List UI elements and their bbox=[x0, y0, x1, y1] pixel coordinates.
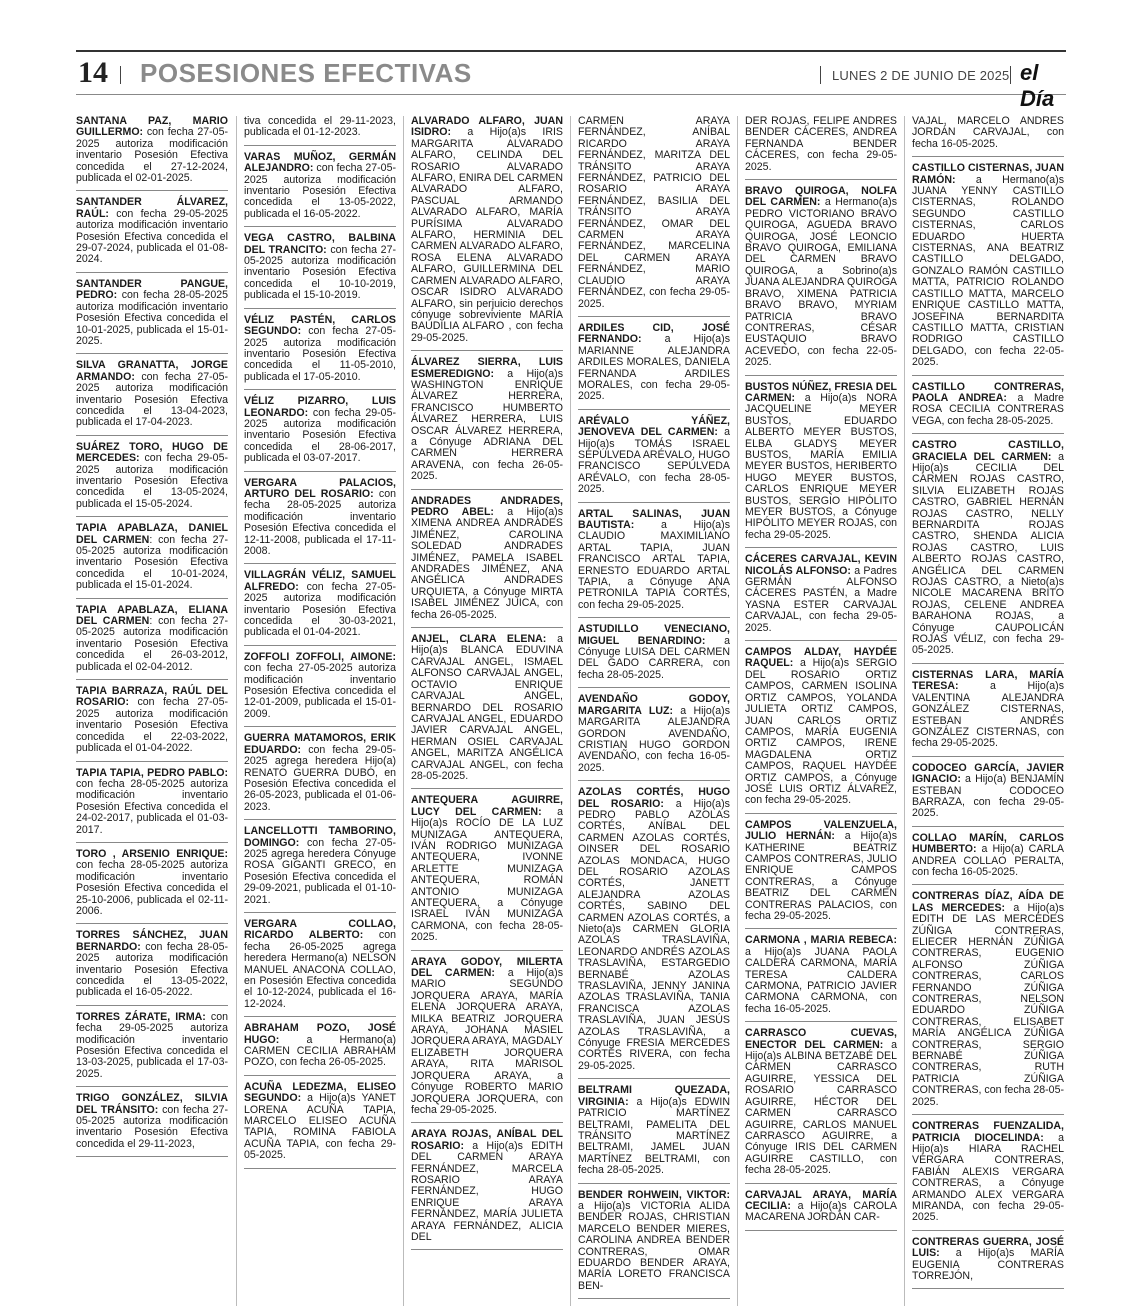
notice-entry bbox=[411, 957, 563, 1124]
notice-text: a Hijo(a)s NORA JACQUELINE MEYER BUSTOS, EDUARDO ALBERTO MEYER BUSTOS, ELBA GLADYS MEYER BUSTOS, MARÍA EMILIA MEYER BUSTOS, HERIBERTO HUGO MEYER BUSTOS, CARLOS ENRIQUE MEYER BUSTOS, SERGIO HIPÓLITO MEYER BUSTOS, a Cónyuge HIPÓLITO MEYER ROJAS, con fecha 29-05-2025. bbox=[745, 391, 897, 541]
notice-entry bbox=[244, 733, 396, 820]
notice-entry bbox=[578, 694, 730, 781]
column-4 bbox=[578, 116, 730, 1306]
notice-entry bbox=[411, 116, 563, 351]
notice-entry bbox=[244, 919, 396, 1017]
notice-entry bbox=[76, 768, 228, 843]
notice-entry bbox=[912, 163, 1064, 375]
notice-entry bbox=[578, 1190, 730, 1300]
decedent-name: CAMPOS VALENZUELA, JULIO HERNÁN: bbox=[745, 818, 897, 843]
notice-text: con fecha 27-05-2025 autoriza modificación inventario Posesión Efectiva concedida el 12-01-2009, publicada el 15-01-2009. bbox=[244, 662, 396, 720]
notice-entry bbox=[745, 382, 897, 549]
notice-entry bbox=[578, 323, 730, 410]
notice-text: a Hijo(a)s EDITH DE LAS MERCEDES ZÚÑIGA CONTRERAS, ELIECER HERNÁN ZÚÑIGA CONTRERAS, EUGENIO ALFONSO ZÚÑIGA CONTRERAS, CARLOS FERNANDO ZÚÑIGA CONTRERAS, NELSON EDUARDO ZÚÑIGA CONTRERAS, ELISABET MARÍA ANGÉLICA ZÚÑIGA CONTRERAS, SERGIO BERNABÉ ZÚÑIGA CONTRERAS, RUTH PATRICIA ZÚÑIGA CONTRERAS, con fecha 28-05-2025. bbox=[912, 901, 1064, 1108]
notice-text: con fecha 27-05-2025 autoriza modificación inventario Posesión Efectiva concedida el 29-11-2023, bbox=[76, 1103, 228, 1150]
notice-entry bbox=[912, 763, 1064, 827]
decedent-name: CASTILLO CISTERNAS, JUAN RAMÓN: bbox=[912, 162, 1064, 186]
decedent-name: ANDRADES ANDRADES, PEDRO ABEL: bbox=[411, 494, 563, 518]
decedent-name: TAPIA APABLAZA, DANIEL DEL CARMEN bbox=[76, 522, 228, 546]
decedent-name: CONTRERAS DÍAZ, AÍDA DE LAS MERCEDES: bbox=[912, 890, 1064, 914]
notice-text: a Madre ROSA CECILIA CONTRERAS VEGA, con fecha 28-05-2025. bbox=[912, 391, 1064, 427]
decedent-name: AZOLAS CORTÉS, HUGO DEL ROSARIO: bbox=[578, 786, 730, 810]
notice-text: con fecha 29-05-2025 agrega heredera Hijo(a) RENATO GUERRA DUBÓ, en Posesión Efectiva concedida el 26-05-2023, publicada el 01-06-2023. bbox=[244, 743, 396, 813]
notice-text: con fecha 28-05-2025 autoriza modificación inventario Posesión Efectiva concedida el 13-05-2022, publicada el 16-05-2022. bbox=[76, 940, 228, 999]
notice-entry bbox=[578, 416, 730, 503]
decedent-name: TAPIA APABLAZA, ELIANA DEL CARMEN bbox=[76, 603, 228, 628]
notice-entry bbox=[578, 116, 730, 317]
decedent-name: ARAYA GODOY, MILERTA DEL CARMEN: bbox=[411, 955, 563, 980]
notice-text: con fecha 27-05-2025 autoriza modificación inventario Posesión Efectiva concedida el 13-04-2023, publicada el 17-04-2023. bbox=[76, 370, 228, 429]
notice-text: a Padres GERMÁN ALFONSO CÁCERES PASTÉN, a Madre YASNA ESTER CARVAJAL CARVAJAL, con fecha 29-05-2025. bbox=[745, 564, 897, 634]
newspaper-logo: el Día bbox=[1020, 60, 1055, 111]
notice-text: con fecha 27-05-2025 autoriza modificación inventario Posesión Efectiva concedida el 30-03-2021, publicada el 01-04-2021. bbox=[244, 580, 396, 639]
notice-entry bbox=[912, 1237, 1064, 1290]
notice-text: a Hijo(a)s CLAUDIO MAXIMILIANO ARTAL TAPIA, JUAN FRANCISCO ARTAL TAPIA, ERNESTO EDUARDO ARTAL TAPIA, a Cónyuge ANA PETRONILA TAPIA CORTÉS, con fecha 29-05-2025. bbox=[578, 519, 730, 611]
notice-text: a Hijo(a)s EDWIN PATRICIO MARTÍNEZ BELTRAMI, PAMELITA DEL TRÁNSITO MARTÍNEZ BELTRAMI, JAMEL JUAN MARTÍNEZ BELTRAMI, con fecha 28-05-2025. bbox=[578, 1095, 730, 1177]
notice-entry bbox=[912, 382, 1064, 435]
decedent-name: CARMONA , MARIA REBECA: bbox=[745, 934, 897, 947]
decedent-name: ASTUDILLO VENECIANO, MIGUEL BENARDINO: bbox=[578, 623, 730, 647]
decedent-name: TORRES SÁNCHEZ, JUAN BERNARDO: bbox=[76, 929, 228, 953]
columns-container bbox=[76, 116, 1066, 1306]
notice-entry bbox=[411, 634, 563, 789]
notice-text: con fecha 29-05-2025 autoriza modificación inventario Posesión Efectiva concedida el 29-07-2024, publicada el 01-08-2024. bbox=[76, 207, 228, 266]
notice-entry bbox=[244, 478, 396, 565]
decedent-name: TAPIA BARRAZA, RAÚL DEL ROSARIO: bbox=[76, 685, 228, 709]
decedent-name: CARVAJAL ARAYA, MARÍA CECILIA: bbox=[745, 1188, 897, 1212]
notice-text: a Hijo(a)s XIMENA ANDREA ANDRADES JIMÉNEZ, CAROLINA SOLEDAD ANDRADES JIMÉNEZ, PAMELA ISABEL ANDRADES JIMÉNEZ, ANA ANGÉLICA ANDRADES URQUIETA, a Cónyuge MIRTA ISABEL JIMÉNEZ JUICA, con fecha 26-05-2025. bbox=[411, 506, 563, 621]
decedent-name: CONTRERAS GUERRA, JOSÉ LUIS: bbox=[912, 1235, 1064, 1260]
notice-text: a Hijo(a) CARLA ANDREA COLLAO PERALTA, con fecha 16-05-2025. bbox=[912, 843, 1064, 878]
notice-text: a Hijo(a)s MARIANNE ALEJANDRA ARDILES MORALES, DANIELA FERNANDA ARDILES MORALES, con fecha 29-05-2025. bbox=[578, 333, 730, 403]
notice-entry bbox=[76, 930, 228, 1005]
decedent-name: SUÁREZ TORO, HUGO DE MERCEDES: bbox=[76, 440, 228, 465]
notice-text: con fecha 28-05-2025 autoriza modificación inventario Posesión Efectiva concedida el 25-10-2006, publicada el 02-11-2006. bbox=[76, 859, 228, 917]
notice-entry bbox=[745, 935, 897, 1022]
notice-text: con fecha 27-05-2025 autoriza modificación inventario Posesión Efectiva concedida el 13-05-2022, publicada el 16-05-2022. bbox=[244, 162, 396, 220]
decedent-name: ACUÑA LEDEZMA, ELISEO SEGUNDO: bbox=[244, 1080, 396, 1105]
section-title: POSESIONES EFECTIVAS bbox=[140, 58, 472, 88]
decedent-name: BRAVO QUIROGA, NOLFA DEL CARMEN: bbox=[745, 185, 897, 209]
header-divider bbox=[1010, 66, 1011, 84]
decedent-name: CARRASCO CUEVAS, ENECTOR DEL CARMEN: bbox=[745, 1027, 897, 1051]
notice-entry bbox=[912, 833, 1064, 886]
notice-entry bbox=[411, 496, 563, 628]
notice-entry bbox=[912, 440, 1064, 664]
notice-entry bbox=[244, 1082, 396, 1169]
notice-entry bbox=[244, 152, 396, 227]
decedent-name: CONTRERAS FUENZALIDA, PATRICIA DIOCELINDA: bbox=[912, 1120, 1064, 1144]
notice-entry bbox=[244, 315, 396, 390]
notice-entry bbox=[912, 891, 1064, 1115]
notice-text: a Hijo(a)s ROCÍO DE LA LUZ MUNIZAGA ANTEQUERA, IVÁN RODRIGO MUNIZAGA ANTEQUERA, IVONNE ARLETTE MUNIZAGA ANTEQUERA, ROMÁN ANTONIO MUNIZAGA ANTEQUERA, a Cónyuge ISRAEL IVÁN MUNIZAGA CARMONA, con fecha 28-05-2025. bbox=[411, 805, 563, 944]
decedent-name: VILLAGRÁN VÉLIZ, SAMUEL ALFREDO: bbox=[244, 569, 396, 593]
decedent-name: SANTANDER PANGUE, PEDRO: bbox=[76, 277, 228, 302]
notice-entry bbox=[912, 670, 1064, 757]
notice-text: con fecha 27-05-2025 agrega heredera Cónyuge ROSA GIGANTI GRECO, en Posesión Efectiva concedida el 29-09-2021, publicada el 01-10-2021. bbox=[244, 836, 396, 906]
notice-text: con fecha 29-05-2025 autoriza modificación inventario Posesión Efectiva concedida el 13-03-2025, publicada el 17-03-2025. bbox=[76, 1010, 228, 1080]
notice-text: a Hermano(a) CARMEN CECILIA ABRAHAM POZO, con fecha 26-05-2025. bbox=[244, 1033, 396, 1069]
page-header bbox=[76, 50, 1066, 111]
decedent-name: ANTEQUERA AGUIRRE, LUCY DEL CARMEN: bbox=[411, 794, 563, 818]
column-rule bbox=[904, 116, 905, 1306]
decedent-name: GUERRA MATAMOROS, ERIK EDUARDO: bbox=[244, 732, 396, 756]
notice-entry bbox=[244, 826, 396, 913]
decedent-name: CODOCEO GARCÍA, JAVIER IGNACIO: bbox=[912, 761, 1064, 786]
decedent-name: SANTANA PAZ, MARIO GUILLERMO: bbox=[76, 116, 228, 139]
decedent-name: COLLAO MARÍN, CARLOS HUMBERTO: bbox=[912, 831, 1064, 856]
decedent-name: CÁCERES CARVAJAL, KEVIN NICOLÁS ALFONSO: bbox=[745, 553, 897, 577]
notice-entry bbox=[411, 357, 563, 489]
column-rule bbox=[570, 116, 571, 1306]
notice-text: a Hijo(a) BENJAMÍN ESTEBAN CODOCEO BARRAZA, con fecha 29-05-2025. bbox=[912, 773, 1064, 820]
notice-entry bbox=[244, 233, 396, 308]
decedent-name: ARTAL SALINAS, JUAN BAUTISTA: bbox=[578, 507, 730, 531]
notice-text: a Hijo(a)s VICTORIA ALIDA BENDER ROJAS, CHRISTIAN MARCELO BENDER MIERES, CAROLINA ANDREA BENDER CONTRERAS, OMAR EDUARDO BENDER ARAYA, MARÍA LORETO FRANCISCA BEN- bbox=[578, 1199, 730, 1292]
column-rule bbox=[236, 116, 237, 1306]
notice-entry bbox=[76, 116, 228, 191]
decedent-name: BENDER ROHWEIN, VIKTOR: bbox=[578, 1188, 730, 1201]
notice-text: : con fecha 27-05-2025 autoriza modificación inventario Posesión Efectiva concedida el 10-01-2024, publicada el 15-01-2024. bbox=[76, 533, 228, 592]
decedent-name: VÉLIZ PASTÉN, CARLOS SEGUNDO: bbox=[244, 313, 396, 338]
decedent-name: VÉLIZ PIZARRO, LUIS LEONARDO: bbox=[244, 395, 396, 419]
notice-entry bbox=[76, 1012, 228, 1087]
notice-entry bbox=[745, 186, 897, 376]
column-2 bbox=[244, 116, 396, 1306]
notice-text: con fecha 27-05-2025 autoriza modificación inventario Posesión Efectiva concedida el 11-05-2010, publicada el 17-05-2010. bbox=[244, 325, 396, 383]
header-divider bbox=[820, 66, 821, 84]
decedent-name: LANCELLOTTI TAMBORINO, DOMINGO: bbox=[244, 825, 396, 849]
notice-entry bbox=[76, 686, 228, 761]
notice-entry bbox=[244, 570, 396, 645]
notice-text: con fecha 29-05-2025 autoriza modificación inventario Posesión Efectiva concedida el 13-05-2024, publicada el 15-05-2024. bbox=[76, 452, 228, 510]
decedent-name: VARAS MUÑOZ, GERMÁN ALEJANDRO: bbox=[244, 150, 396, 175]
notice-text: con fecha 27-05-2025 autoriza modificación inventario Posesión Efectiva concedida el 10-10-2019, publicada el 15-10-2019. bbox=[244, 243, 396, 302]
notice-entry bbox=[912, 1121, 1064, 1231]
notice-text: a Hijo(a)s IRIS MARGARITA ALVARADO ALFARO, CELINDA DEL ROSARIO ALVARADO ALFARO, ENIRA DEL CARMEN ALVARADO ALFARO, PASCUAL ARMANDO ALVARADO ALFARO, MARÍA PURÍSIMA ALVARADO ALFARO, HERMINIA DEL CARMEN ALVARADO ALFARO, ROSA ELENA ALVARADO ALFARO, GUILLERMINA DEL CARMEN ALVARADO ALFARO, OSCAR ISIDRO ALVARADO ALFARO, sin perjuicio derechos cónyuge sobreviviente MARÍA BAUDILIA ALFARO , con fecha 29-05-2025. bbox=[411, 126, 563, 344]
decedent-name: AVENDAÑO GODOY, MARGARITA LUZ: bbox=[578, 693, 730, 717]
notice-text: con fecha 26-05-2025 agrega heredera Hermano(a) NELSON MANUEL ANACONA COLLAO, en Posesión Efectiva concedida el 10-12-2024, publicada el 16-12-2024. bbox=[244, 929, 396, 1010]
notice-text: tiva concedida el 29-11-2023, publicada el 01-12-2023. bbox=[244, 116, 396, 139]
header-divider bbox=[120, 66, 121, 84]
notice-text: a Hijo(a)s BLANCA EDUVINA CARVAJAL ANGEL, ISMAEL ALFONSO CARVAJAL ANGEL, OCTAVIO ENRIQUE CARVAJAL ANGEL, BERNARDO DEL ROSARIO CARVAJAL ANGEL, EDUARDO JAVIER CARVAJAL ANGEL, HERMAN OSIEL CARVAJAL ANGEL, MARITZA ANGÉLICA CARVAJAL ANGEL, con fecha 28-05-2025. bbox=[411, 633, 563, 782]
notice-entry bbox=[578, 624, 730, 688]
notice-text: VAJAL, MARCELO ANDRÉS JORDÁN CARVAJAL, con fecha 16-05-2025. bbox=[912, 116, 1064, 150]
notice-entry bbox=[76, 605, 228, 680]
decedent-name: ARÉVALO YÁÑEZ, JENOVEVA DEL CARMEN: bbox=[578, 414, 730, 439]
column-5 bbox=[745, 116, 897, 1306]
decedent-name: ANJEL, CLARA ELENA: bbox=[411, 633, 547, 646]
notice-text: a Hijo(a)s HIARA RACHEL VERGARA CONTRERAS, FABIÁN ALEXIS VERGARA CONTRERAS, a Cónyuge ARMANDO ALEX VERGARA MIRANDA, con fecha 29-05-2025. bbox=[912, 1131, 1064, 1224]
notice-entry bbox=[76, 442, 228, 517]
notice-entry bbox=[76, 523, 228, 598]
decedent-name: ARAYA ROJAS, ANÍBAL DEL ROSARIO: bbox=[411, 1128, 563, 1152]
column-1 bbox=[76, 116, 228, 1306]
decedent-name: VEGA CASTRO, BALBINA DEL TRANCITO: bbox=[244, 232, 396, 256]
decedent-name: CISTERNAS LARA, MARÍA TERESA: bbox=[912, 668, 1064, 693]
decedent-name: ALVARADO ALFARO, JUAN ISIDRO: bbox=[411, 116, 563, 139]
notice-text: con fecha 27-05-2025 autoriza modificación inventario Posesión Efectiva concedida el 22-03-2022, publicada el 01-04-2022. bbox=[76, 696, 228, 755]
notice-text: a Hijo(a)s ALBINA BETZABÉ DEL CARMEN CARRASCO AGUIRRE, YESSICA DEL ROSARIO CARRASCO AGUIRRE, HÉCTOR DEL CARMEN CARRASCO AGUIRRE, CARLOS MANUEL CARRASCO AGUIRRE, a Cónyuge IRIS DEL CARMEN AGUIRRE CASTILLO, con fecha 28-05-2025. bbox=[745, 1038, 897, 1177]
column-3 bbox=[411, 116, 563, 1306]
notice-entry bbox=[76, 360, 228, 435]
notice-entry bbox=[578, 509, 730, 619]
notice-entry bbox=[578, 1085, 730, 1183]
notice-text: a Hijo(a)s CECILIA DEL CARMEN ROJAS CASTRO, SILVIA ELIZABETH ROJAS CASTRO, GABRIEL HERNÁN ROJAS CASTRO, NELLY BERNARDITA ROJAS CASTRO, SHENDA ALICIA ROJAS CASTRO, LUIS ALBERTO ROJAS CASTRO, ANGÉLICA DEL CARMEN ROJAS CASTRO, a Nieto(a)s NICOLE MACARENA BRITO ROJAS, CELENE ANDREA BARAHONA ROJAS, a Cónyuge CAUPOLICÁN ROJAS VÉLIZ, con fecha 29-05-2025. bbox=[912, 450, 1064, 657]
notice-text: a Hijo(a)s JUANA PAOLA CALDERA CARMONA, MARÍA TERESA CALDERA CARMONA, PATRICIO JAVIER CARMONA CARMONA, con fecha 16-05-2025. bbox=[745, 945, 897, 1015]
notice-text: con fecha 29-05-2025 autoriza modificación inventario Posesión Efectiva concedida el 28-06-2017, publicada el 03-07-2017. bbox=[244, 406, 396, 465]
decedent-name: TRIGO GONZÁLEZ, SILVIA DEL TRÁNSITO: bbox=[76, 1092, 228, 1116]
notice-text: con fecha 27-05-2025 autoriza modificación inventario Posesión Efectiva concedida el 27-12-2024, publicada el 02-01-2025. bbox=[76, 126, 228, 185]
publication-date: LUNES 2 DE JUNIO DE 2025 bbox=[832, 68, 1010, 83]
notice-text: a Hijo(a)s WASHINGTON ENRIQUE ÁLVAREZ HERRERA, FRANCISCO HUMBERTO ÁLVAREZ HERRERA, LUIS OSCAR ÁLVAREZ HERRERA, a Cónyuge ADRIANA DEL CARMEN HERRERA ARAVENA, con fecha 26-05-2025. bbox=[411, 367, 563, 483]
notice-text: a Hijo(a)s MARÍA EUGENIA CONTRERAS TORREJÓN, bbox=[912, 1247, 1064, 1282]
notice-text: a Hijo(a)s SERGIO DEL ROSARIO ORTIZ CAMPOS, CARMEN ISOLINA ORTIZ CAMPOS, YOLANDA JULIETA ORTIZ CAMPOS, JUAN CARLOS ORTIZ CAMPOS, MARÍA EUGENIA ORTIZ CAMPOS, IRENE MAGDALENA ORTIZ CAMPOS, RAQUEL HAYDÉE ORTIZ CAMPOS, a Cónyuge JOSÉ LUIS ORTIZ ÁLVAREZ, con fecha 29-05-2025. bbox=[745, 657, 897, 807]
notice-text: : con fecha 27-05-2025 autoriza modificación inventario Posesión Efectiva concedida el 26-03-2012, publicada el 02-04-2012. bbox=[76, 615, 228, 673]
decedent-name: ARDILES CID, JOSÉ FERNANDO: bbox=[578, 321, 730, 346]
notice-entry bbox=[76, 197, 228, 272]
page-number: 14 bbox=[78, 56, 108, 89]
decedent-name: BELTRAMI QUEZADA, VIRGINIA: bbox=[578, 1084, 730, 1108]
decedent-name: TORO , ARSENIO ENRIQUE: bbox=[76, 847, 228, 860]
notice-text: con fecha 28-05-2025 autoriza modificación inventario Posesión Efectiva concedida el 24-02-2017, publicada el 01-03-2017. bbox=[76, 777, 228, 836]
notice-entry bbox=[745, 554, 897, 641]
notice-text: DER ROJAS, FELIPE ANDRÉS BENDER CÁCERES, ANDREA FERNANDA BENDER CÁCERES, con fecha 29-05-2025. bbox=[745, 116, 897, 173]
notice-entry bbox=[411, 795, 563, 950]
notice-text: con fecha 28-05-2025 autoriza modificación inventario Posesión Efectiva concedida el 10-01-2025, publicada el 15-01-2025. bbox=[76, 289, 228, 347]
notice-entry bbox=[745, 647, 897, 814]
notice-text: a Cónyuge LUISA DEL CARMEN DEL GADO CARRERA, con fecha 28-05-2025. bbox=[578, 634, 730, 681]
column-rule bbox=[737, 116, 738, 1306]
notice-entry bbox=[912, 116, 1064, 157]
notice-text: con fecha 28-05-2025 autoriza modificación inventario Posesión Efectiva concedida el 12-11-2008, publicada el 17-11-2008. bbox=[244, 487, 396, 557]
notice-text: a Hijo(a)s CAROLA MACARENA JORDÁN CAR- bbox=[745, 1199, 897, 1224]
notice-text: a Hijo(a)s YANET LORENA ACUÑA TAPIA, MARCELO ELISEO ACUÑA TAPIA, ROMINA FABIOLA ACUÑA TAPIA, con fecha 29-05-2025. bbox=[244, 1092, 396, 1162]
newspaper-page bbox=[76, 50, 1066, 1305]
notice-entry bbox=[745, 116, 897, 180]
notice-entry bbox=[745, 820, 897, 930]
notice-text: a Hijo(a)s TOMÁS ISRAEL SEPÚLVEDA ARÉVALO, HUGO FRANCISCO SEPÚLVEDA ARÉVALO, con fecha 28-05-2025. bbox=[578, 426, 730, 496]
notice-entry bbox=[76, 849, 228, 924]
column-rule bbox=[403, 116, 404, 1306]
notice-entry bbox=[244, 116, 396, 146]
decedent-name: CASTILLO CONTRERAS, PAOLA ANDREA: bbox=[912, 380, 1064, 404]
notice-entry bbox=[244, 1023, 396, 1076]
notice-text: a Hijo(a)s MARIO SEGUNDO JORQUERA ARAYA, MARÍA ELENA JORQUERA ARAYA, MILKA BEATRIZ JORQUERA ARAYA, JOHANA MASIEL JORQUERA ARAYA, MAGDALY ELIZABETH JORQUERA ARAYA, RITA MARISOL JORQUERA ARAYA, a Cónyuge ROBERTO MARIO JORQUERA JORQUERA, con fecha 29-05-2025. bbox=[411, 967, 563, 1116]
notice-text: a Hijo(a)s EDITH DEL CARMEN ARAYA FERNÁNDEZ, MARCELA ROSARIO ARAYA FERNÁNDEZ, HUGO ENRIQUE ARAYA FERNÁNDEZ, MARÍA JULIETA ARAYA FERNÁNDEZ, ALICIA DEL bbox=[411, 1139, 563, 1243]
decedent-name: ZOFFOLI ZOFFOLI, AIMONE: bbox=[244, 650, 396, 663]
column-6 bbox=[912, 116, 1064, 1306]
notice-text: a Hijo(a)s MARGARITA ALEJANDRA GORDON AVENDAÑO, CRISTIAN HUGO GORDON AVENDAÑO, con fecha 16-05-2025. bbox=[578, 704, 730, 774]
decedent-name: BUSTOS NÚÑEZ, FRESIA DEL CARMEN: bbox=[745, 380, 897, 404]
notice-entry bbox=[244, 396, 396, 471]
notice-entry bbox=[411, 1129, 563, 1250]
decedent-name: ÁLVAREZ SIERRA, LUIS ESMEREDIGNO: bbox=[411, 356, 563, 380]
notice-text: CARMEN ARAYA FERNÁNDEZ, ANÍBAL RICARDO ARAYA FERNÁNDEZ, MARITZA DEL TRÁNSITO ARAYA FERNÁNDEZ, PATRICIO DEL ROSARIO ARAYA FERNÁNDEZ, BASILIA DEL TRÁNSITO ARAYA FERNÁNDEZ, OMAR DEL CARMEN ARAYA FERNÁNDEZ, MARCELINA DEL CARMEN ARAYA FERNÁNDEZ, MARIO CLAUDIO ARAYA FERNÁNDEZ, con fecha 29-05-2025. bbox=[578, 116, 730, 310]
notice-text: a Hijo(a)s KATHERINE BEATRIZ CAMPOS CONTRERAS, JULIO ENRIQUE CAMPOS CONTRERAS, a Cónyuge BEATRIZ DEL CARMEN CONTRERAS PALACIOS, con fecha 29-05-2025. bbox=[745, 830, 897, 922]
decedent-name: CAMPOS ALDAY, HAYDÉE RAQUEL: bbox=[745, 646, 897, 670]
decedent-name: TORRES ZÁRATE, IRMA: bbox=[76, 1010, 206, 1023]
notice-entry bbox=[745, 1028, 897, 1183]
decedent-name: ABRAHAM POZO, JOSÉ HUGO: bbox=[244, 1022, 396, 1046]
notice-text: a Hermano(a)s PEDRO VICTORIANO BRAVO QUIROGA, AGUEDA BRAVO QUIROGA, JOSÉ LEONCIO BRAVO QUIROGA, EMILIANA DEL CARMEN BRAVO QUIROGA, a Sobrino(a)s JUANA ALEJANDRA QUIROGA BRAVO, XIMENA PATRICIA BRAVO BRAVO, MYRIAM PATRICIA BRAVO CONTRERAS, CÉSAR EUSTAQUIO BRAVO ACEVEDO, con fecha 22-05-2025. bbox=[745, 196, 897, 369]
decedent-name: VERGARA COLLAO, RICARDO ALBERTO: bbox=[244, 917, 396, 942]
decedent-name: SANTANDER ÁLVAREZ, RAÚL: bbox=[76, 196, 228, 220]
notice-entry bbox=[76, 1093, 228, 1157]
notice-entry bbox=[76, 279, 228, 354]
decedent-name: VERGARA PALACIOS, ARTURO DEL ROSARIO: bbox=[244, 476, 396, 500]
decedent-name: TAPIA TAPIA, PEDRO PABLO: bbox=[76, 766, 228, 779]
notice-entry bbox=[745, 1190, 897, 1231]
notice-text: a Hijo(a)s PEDRO PABLO AZOLAS CORTÉS, ANÍBAL DEL CARMEN AZOLAS CORTÉS, OINSER DEL ROSARIO AZOLAS MONDACA, HUGO DEL ROSARIO AZOLAS CORTÉS, JANETT ALEJANDRA AZOLAS CORTÉS, SABINO DEL CARMEN AZOLAS CORTÉS, a Nieto(a)s CARMEN GLORIA AZOLAS TRASLAVIÑA, LEONARDO ANDRÉS AZOLAS TRASLAVIÑA, ESTARGEDIO BERNABÉ AZOLAS TRASLAVIÑA, JENNY JANINA AZOLAS TRASLAVIÑA, TANIA FRANCISCA AZOLAS TRASLAVIÑA, JUAN JESÚS AZOLAS TRASLAVIÑA, a Cónyuge FRESIA MERCEDES CORTÉS RIVERA, con fecha 29-05-2025. bbox=[578, 797, 730, 1072]
notice-text: a Hermano(a)s JUANA YENNY CASTILLO CISTERNAS, ROLANDO SEGUNDO CASTILLO CISTERNAS, CARLOS EDUARDO HUERTA CISTERNAS, ANA BEATRIZ CASTILLO DELGADO, GONZALO RAMÓN CASTILLO MATTA, PATRICIO ROLANDO CASTILLO MATTA, MARCELO ENRIQUE CASTILLO MATTA, JOSEFINA BERNARDITA CASTILLO MATTA, CRISTIAN RODRIGO CASTILLO DELGADO, con fecha 22-05-2025. bbox=[912, 173, 1064, 369]
notice-text: a Hijo(a)s VALENTINA ALEJANDRA GONZÁLEZ CISTERNAS, ESTEBAN ANDRÉS GONZÁLEZ CISTERNAS, con fecha 29-05-2025. bbox=[912, 680, 1064, 750]
notice-entry bbox=[578, 787, 730, 1079]
decedent-name: SILVA GRANATTA, JORGE ARMANDO: bbox=[76, 359, 228, 383]
notice-entry bbox=[244, 652, 396, 727]
decedent-name: CASTRO CASTILLO, GRACIELA DEL CARMEN: bbox=[912, 439, 1064, 463]
